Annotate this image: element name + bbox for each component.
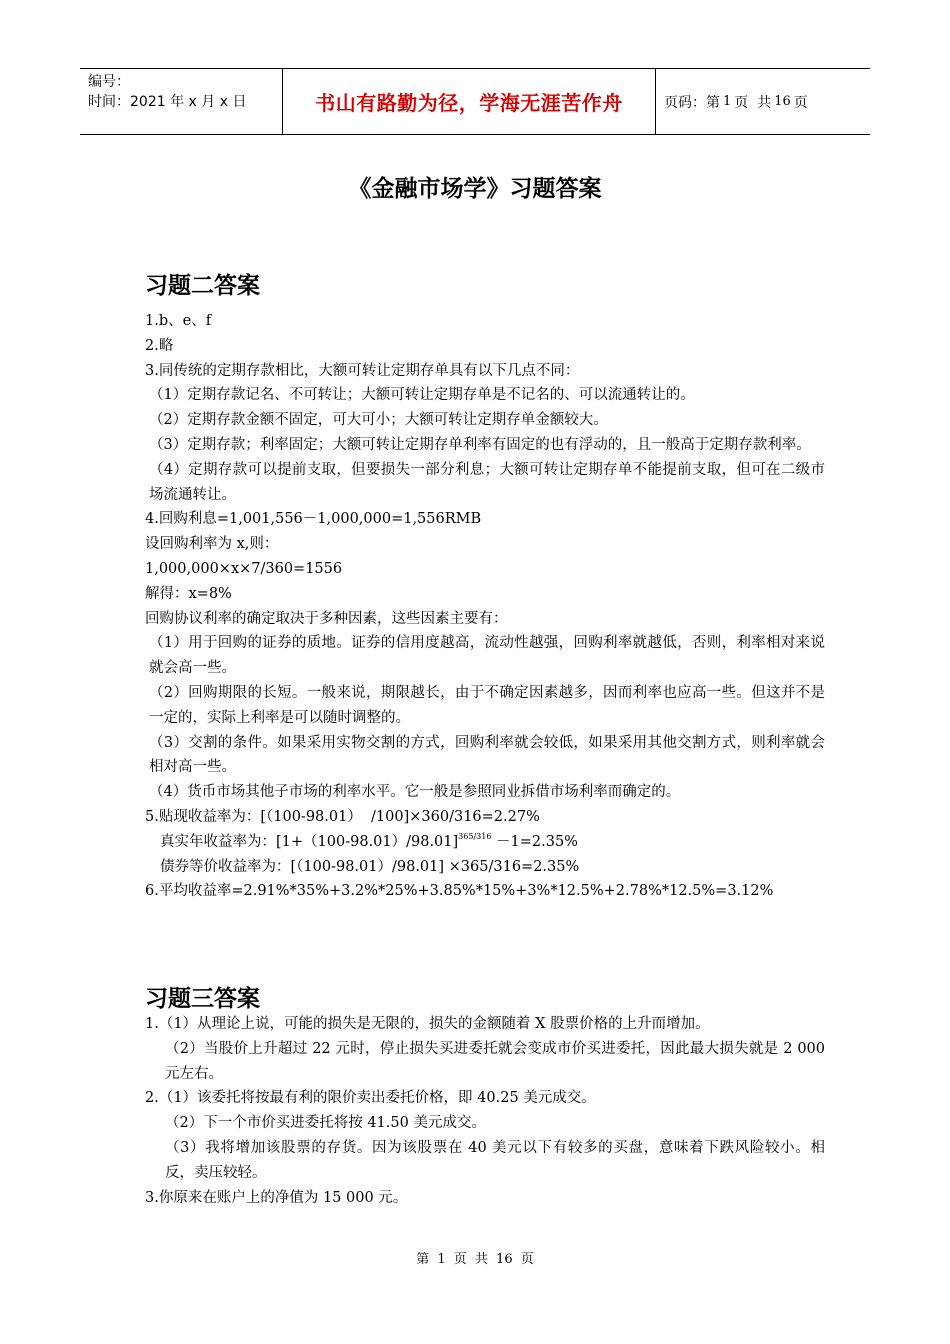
paragraph: 6.平均收益率=2.91%*35%+3.2%*25%+3.85%*15%+3%*12.5%+2.78%*12.5%=3.12% xyxy=(145,883,774,900)
paragraph: 3.你原来在账户上的净值为 15 000 元。 xyxy=(145,1189,408,1206)
paragraph: 解得：x=8% xyxy=(145,585,232,602)
paragraph: （2）定期存款金额不固定，可大可小；大额可转让定期存单金额较大。 xyxy=(149,412,608,429)
section-heading-2: 习题二答案 xyxy=(145,273,260,299)
paragraph xyxy=(145,830,825,855)
paragraph: （2）下一个市价买进委托将按 41.50 美元成交。 xyxy=(165,1115,486,1132)
paragraph: 3.同传统的定期存款相比，大额可转让定期存单具有以下几点不同： xyxy=(145,362,580,379)
paragraph: 4.回购利息=1,001,556－1,000,000=1,556RMB xyxy=(145,511,482,528)
time-label: 时间：2021 年 x 月 x 日 xyxy=(88,94,247,110)
formula-exponent: 365/316 xyxy=(458,831,492,841)
paragraph: （3）我将增加该股票的存货。因为该股票在 40 美元以下有较多的买盘，意味着下跌风险较小。相反，卖压较轻。 xyxy=(165,1139,825,1181)
page-mid: 页 共 xyxy=(734,94,772,111)
paragraph: （3）交割的条件。如果采用实物交割的方式，回购利率就会较低，如果采用其他交割方式，则利率就会相对高一些。 xyxy=(149,734,825,776)
formula-text: －1=2.35% xyxy=(491,833,578,850)
paragraph: 1.b、e、f xyxy=(145,313,212,329)
header-page-info xyxy=(656,69,870,134)
section-3-body xyxy=(145,1012,825,1210)
page-footer: 第 1 页 共 16 页 xyxy=(416,1252,534,1267)
page-suffix: 页 xyxy=(793,94,808,111)
paragraph: （4）货币市场其他子市场的利率水平。它一般是参照同业拆借市场利率而确定的。 xyxy=(149,784,681,801)
code-label: 编号： xyxy=(88,74,130,90)
page-current: 1 xyxy=(723,94,732,109)
paragraph: （4）定期存款可以提前支取，但要损失一部分利息；大额可转让定期存单不能提前支取，但可在二级市场流通转让。 xyxy=(149,461,825,503)
document-title: 《金融市场学》习题答案 xyxy=(348,176,602,202)
paragraph: （2）回购期限的长短。一般来说，期限越长，由于不确定因素越多，因而利率也应高一些。但这并不是一定的，实际上利率是可以随时调整的。 xyxy=(149,684,825,726)
header-motto: 书山有路勤为径，学海无涯苦作舟 xyxy=(282,69,656,134)
section-2-body xyxy=(145,309,825,904)
paragraph: （1）定期存款记名、不可转让；大额可转让定期存单是不记名的、可以流通转让的。 xyxy=(149,387,695,404)
paragraph: 5.贴现收益率为：[（100-98.01） /100]×360/316=2.27% xyxy=(145,808,540,825)
header-info xyxy=(80,69,282,134)
page-total: 16 xyxy=(774,94,791,109)
paragraph: 设回购利率为 x,则： xyxy=(145,536,279,553)
paragraph: 债券等价收益率为：[（100-98.01）/98.01] ×365/316=2.35% xyxy=(160,858,580,875)
paragraph: 回购协议利率的确定取决于多种因素，这些因素主要有： xyxy=(145,610,508,627)
paragraph: 1.（1）从理论上说，可能的损失是无限的，损失的金额随着 X 股票价格的上升而增加。 xyxy=(145,1016,710,1032)
page-prefix: 页码：第 xyxy=(664,94,720,111)
page-header xyxy=(80,68,870,135)
paragraph: 2.（1）该委托将按最有利的限价卖出委托价格，即 40.25 美元成交。 xyxy=(145,1090,596,1107)
paragraph: 2.略 xyxy=(145,337,174,354)
paragraph: （3）定期存款；利率固定；大额可转让定期存单利率有固定的也有浮动的，且一般高于定期存款利率。 xyxy=(149,436,811,453)
formula-text: 真实年收益率为：[1+（100-98.01）/98.01] xyxy=(160,833,459,850)
paragraph: （2）当股价上升超过 22 元时，停止损失买进委托就会变成市价买进委托，因此最大损失就是 2 000 元左右。 xyxy=(165,1040,825,1082)
section-heading-3: 习题三答案 xyxy=(145,986,260,1012)
paragraph: （1）用于回购的证券的质地。证券的信用度越高，流动性越强，回购利率就越低，否则，利率相对来说就会高一些。 xyxy=(149,635,825,677)
paragraph: 1,000,000×x×7/360=1556 xyxy=(145,560,343,577)
